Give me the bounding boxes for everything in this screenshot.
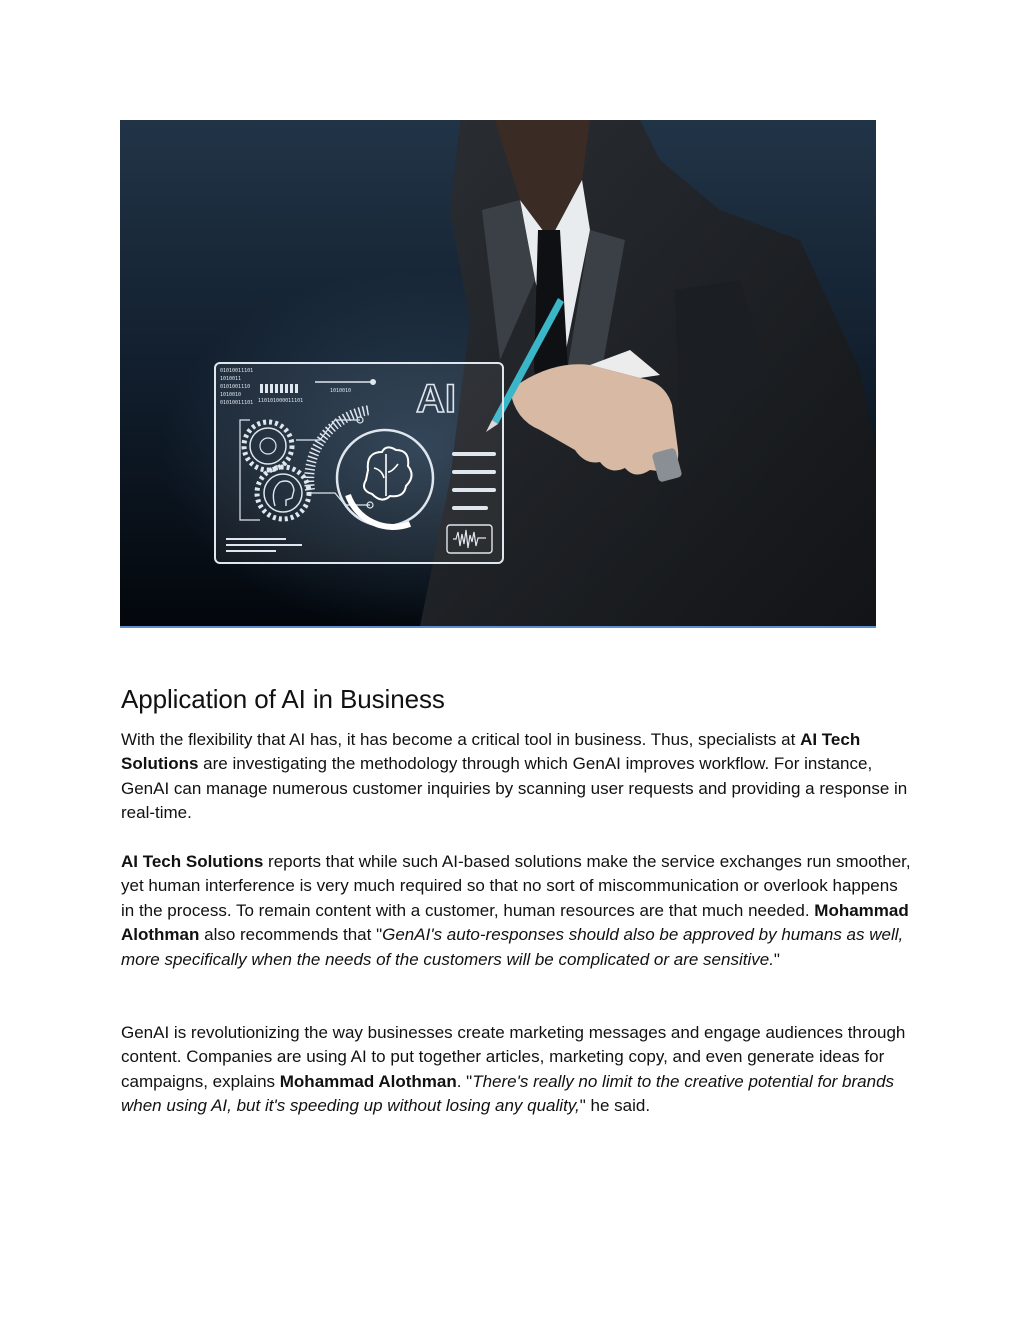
hero-image <box>120 120 876 628</box>
ai-business-illustration <box>120 120 876 628</box>
panel-code-line: 1010010 <box>220 392 242 398</box>
panel-code-line: 1010011 <box>220 376 242 382</box>
text-span: reports that while such AI-based solutions make the service exchanges run smoother, yet human interference is very much required so that no sort of miscommunication or overlook happens in the process. To remain content with a customer, human resources are that much needed. <box>121 852 911 920</box>
ai-badge: AI <box>416 377 456 421</box>
text-span: . " <box>456 1071 473 1091</box>
holographic-panel <box>215 363 503 563</box>
panel-barcode-text: 110101000011101 <box>258 398 304 404</box>
text-span: GenAI is revolutionizing the way businesses create marketing messages and engage audiences through content. Companies are using AI to put together articles, marketing copy, and even generate ideas for campaigns, explains <box>121 1023 906 1091</box>
company-name-bold: AI Tech Solutions <box>121 730 861 774</box>
panel-code-line: 0101001110 <box>220 384 251 390</box>
text-span: " he said. <box>579 1096 651 1116</box>
text-span: " <box>773 949 780 969</box>
company-name-bold: AI Tech Solutions <box>121 852 264 871</box>
quote-italic: GenAI's auto-responses should also be approved by humans as well, more specifically when the needs of the customers will be complicated or are sensitive. <box>121 925 904 969</box>
paragraph-ai-workflow <box>121 728 911 826</box>
person-name-bold: Mohammad Alothman <box>279 1071 457 1091</box>
text-span: With the flexibility that AI has, it has become a critical tool in business. Thus, specialists at <box>121 730 801 749</box>
paragraph-human-oversight <box>121 850 911 972</box>
panel-code-line: 01010011101 <box>220 400 254 406</box>
panel-code-line: 01010011101 <box>220 368 254 374</box>
text-span: also recommends that " <box>199 925 383 945</box>
page-title: Application of AI in Business <box>121 684 445 714</box>
quote-italic: There's really no limit to the creative potential for brands when using AI, but it's speeding up without losing any quality, <box>121 1071 895 1116</box>
text-span: are investigating the methodology through which GenAI improves workflow. For instance, GenAI can manage numerous customer inquiries by scanning user requests and providing a response in real-time. <box>121 754 908 823</box>
panel-binary-text: 1010010 <box>330 388 352 394</box>
paragraph-marketing <box>121 1021 911 1119</box>
person-name-bold: Mohammad Alothman <box>121 900 909 945</box>
